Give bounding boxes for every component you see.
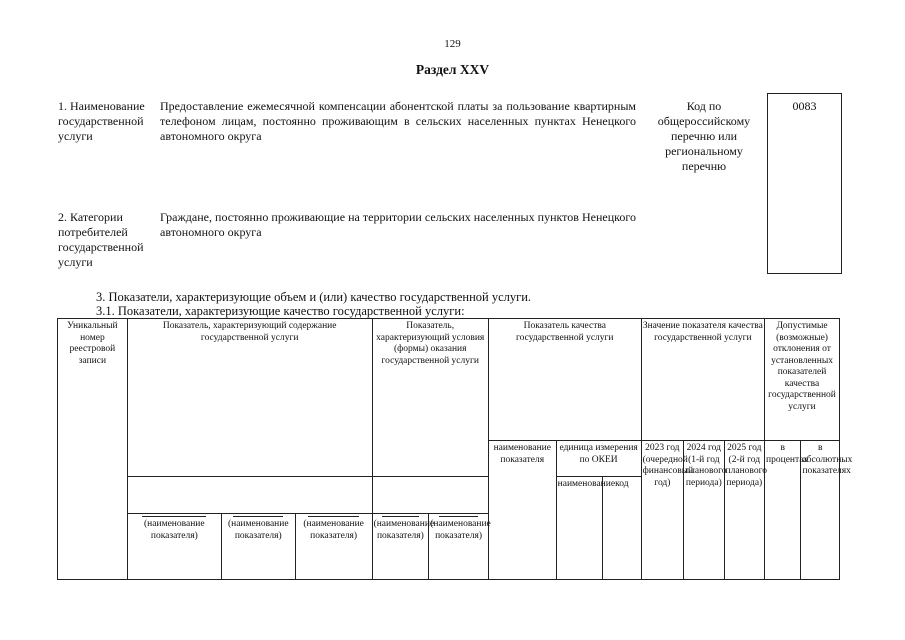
th-deviation-percent: в процентах [765,441,801,580]
conditions-blank [372,477,488,514]
item1-label: 1. Наименование государственной услуги [58,99,145,143]
th-unit-name: наименование [556,477,603,580]
quality-table [57,318,853,580]
th-deviation: Допустимые (возможные) отклонения от установленных показателей качества государственной услуги [765,319,840,441]
th-unit-code: код [603,477,641,580]
th-quality-name: наименование показателя [488,441,556,580]
th-year-2024: 2024 год (1-й год планового периода) [684,441,724,580]
item2-text: Граждане, постоянно проживающие на территории сельских населенных пунктов Ненецкого автономного округа [160,210,636,239]
th-quality-indicator: Показатель качества государственной услуги [488,319,641,441]
th-unit-okei: единица измерения по ОКЕИ [556,441,641,477]
placeholder-conditions-2: (наименование показателя) [429,514,489,580]
th-content-indicator: Показатель, характеризующий содержание государственной услуги [127,319,372,477]
th-conditions-indicator: Показатель, характеризующий условия (формы) оказания государственной услуги [372,319,488,477]
code-label: Код по общероссийскому перечню или региональному перечню [657,99,751,173]
placeholder-content-1: (наименование показателя) [127,514,221,580]
code-box [767,93,842,274]
page-number: 129 [444,38,461,50]
heading-3-1: 3.1. Показатели, характеризующие качество государственной услуги: [96,304,465,318]
code-value: 0083 [792,99,817,113]
th-year-2023: 2023 год (очередной финансовый год) [641,441,683,580]
th-indicator-values: Значение показателя качества государственной услуги [641,319,764,441]
placeholder-content-3: (наименование показателя) [295,514,372,580]
th-deviation-absolute: в абсолютных показателях [801,441,840,580]
section-title: Раздел XXV [415,62,490,77]
item1-text: Предоставление ежемесячной компенсации абонентской платы за пользование квартирным телефоном лицам, постоянно проживающим в сельских населенных пунктах Ненецкого автономного округа [160,99,636,143]
th-unique-number: Уникальный номер реестровой записи [58,319,128,580]
content-blank [127,477,372,514]
placeholder-content-2: (наименование показателя) [221,514,295,580]
item2-label: 2. Категории потребителей государственной услуги [58,210,144,269]
heading-3: 3. Показатели, характеризующие объем и (или) качество государственной услуги. [96,290,532,304]
placeholder-conditions-1: (наименование показателя) [372,514,429,580]
th-year-2025: 2025 год (2-й год планового периода) [724,441,764,580]
